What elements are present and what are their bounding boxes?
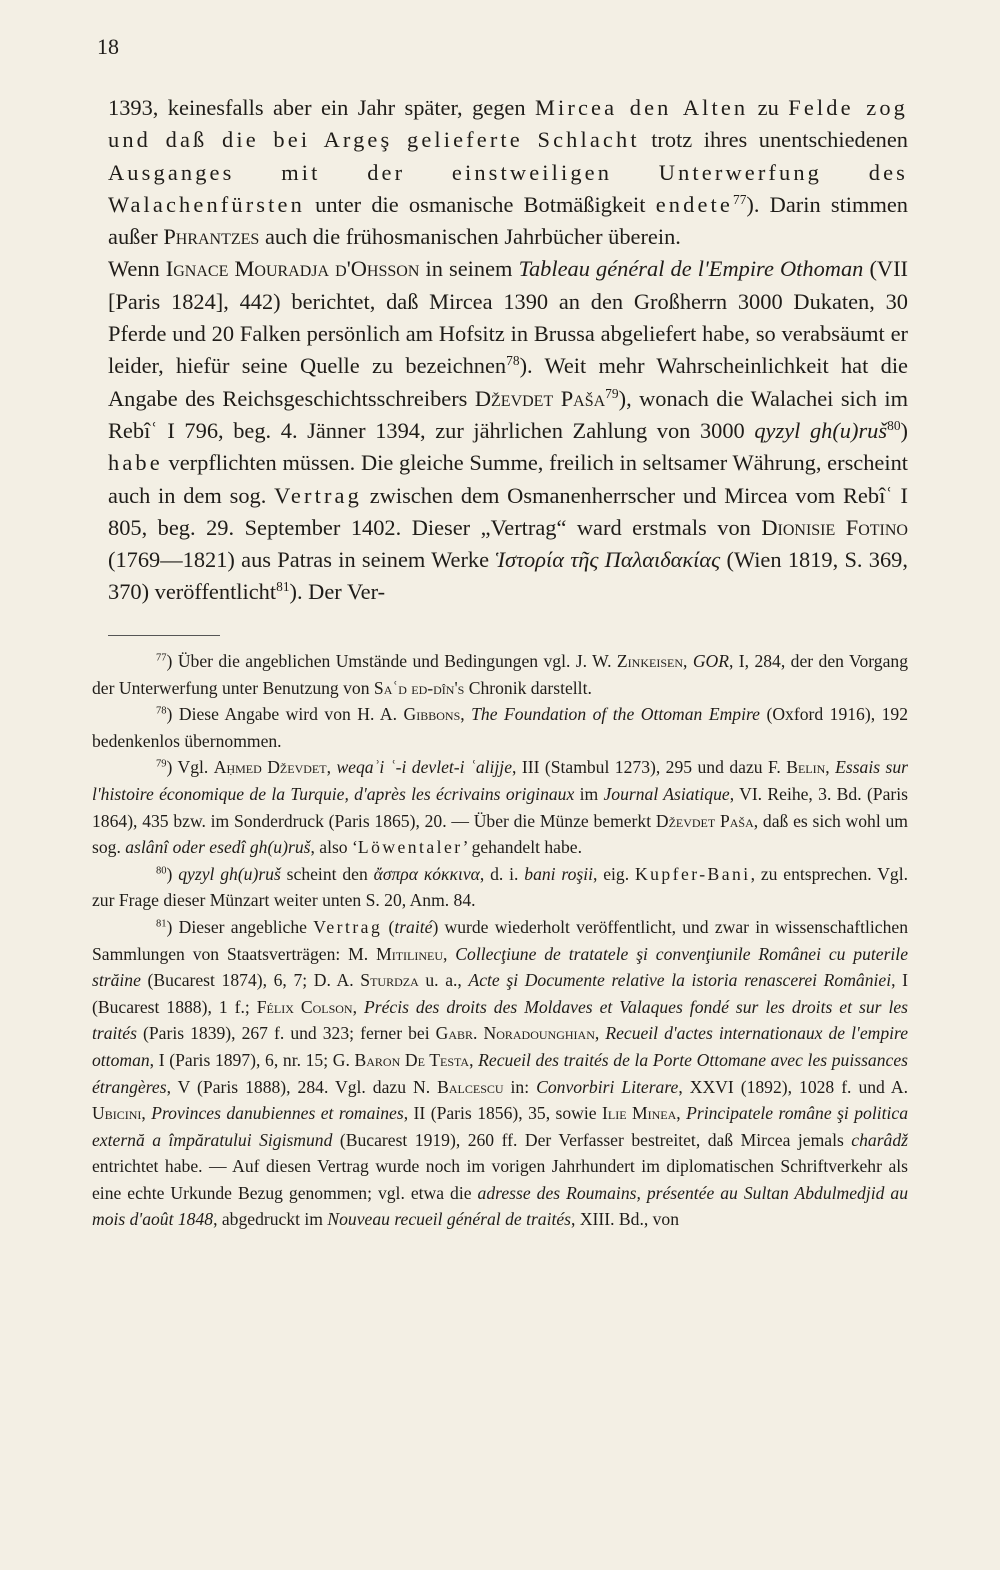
spaced-text: Mircea den Alten <box>534 95 749 120</box>
author-name: Dževdet Paša <box>474 385 606 411</box>
footnote-separator <box>108 635 220 636</box>
text-run: , VI. Reihe, 3. Bd. (Paris 1864), 435 bzw. im Sonderdruck (Paris 1865), 20. — Über die Münze bemerkt <box>92 783 908 831</box>
footnote <box>92 648 908 701</box>
italic-text: weqaʾi ʿ-i devlet-i ʿalijje <box>336 757 513 778</box>
italic-text: Journal Asiatique <box>603 783 730 804</box>
text-run: , V (Paris 1888), 284. Vgl. dazu N. <box>166 1076 438 1097</box>
main-text <box>108 92 908 609</box>
author-name: Félix Colson <box>256 996 353 1017</box>
text-run: , <box>594 1023 606 1044</box>
text-run: ) Dieser angebliche <box>166 916 314 937</box>
text-run: (Bucarest 1874), 6, 7; D. A. <box>140 970 361 991</box>
author-name: Baron De Testa <box>354 1049 470 1070</box>
text-run: (Wien 1819, S. 369, 370) veröffentlicht <box>108 547 908 605</box>
text-run: , eig. <box>593 863 635 884</box>
author-name: Aḥmed Dževdet <box>213 757 327 778</box>
spaced-text: Vertrag <box>274 482 362 508</box>
text-run: ( <box>382 916 395 937</box>
text-run: trotz ihres unentschiedenen <box>639 127 908 153</box>
text-run: ) Diese Angabe wird von H. A. <box>166 704 404 725</box>
spaced-text: Kupfer-Bani <box>634 863 751 884</box>
text-run: ). Weit mehr Wahrscheinlichkeit hat die Angabe des Reichsgeschichtsschreibers <box>108 353 908 411</box>
italic-text: Recueil d'actes internationaux de l'empire ottoman <box>92 1023 909 1070</box>
author-name: Balcescu <box>437 1076 504 1097</box>
footnote-reference: 79 <box>605 385 619 401</box>
text-run: entrichtet habe. — Auf diesen Vertrag wurde noch im vorigen Jahrhundert im diplomatischen Schriftverkehr als eine echte Urkunde Bezug genommen; vgl. etwa die <box>92 1156 908 1203</box>
italic-text: qyzyl gh(u)ruš <box>754 417 888 443</box>
italic-text: Précis des droits des Moldaves et Valaques fondé sur les droits et sur les traités <box>92 996 908 1044</box>
author-name: Zinkeisen <box>616 651 683 671</box>
italic-text: Principatele române şi politica externă a împăratului Sigismund <box>92 1103 909 1150</box>
text-run: ’ gehandelt habe. <box>462 837 582 858</box>
text-run: zwischen dem Osmanenherrscher und Mircea vom Rebîʿ I 805, beg. 29. September 1402. Dieser „Vertrag“ ward erstmals von <box>108 482 908 540</box>
author-name: Gibbons <box>403 704 461 725</box>
footnote-reference: 78 <box>156 705 167 717</box>
spaced-text: Löwentaler <box>357 837 463 858</box>
text-run: ) <box>166 863 179 884</box>
text-run: 1393, keinesfalls aber ein Jahr später, gegen <box>108 95 535 120</box>
spaced-text: Felde zog und daß die bei Argeş gelieferte Schlacht <box>108 95 908 153</box>
footnote <box>92 914 908 1233</box>
text-run: u. a., <box>418 970 469 991</box>
text-run: zu <box>748 95 789 120</box>
text-run: Chronik darstellt. <box>464 677 592 698</box>
author-name: Ilie Minea <box>602 1103 677 1124</box>
italic-text: bani roşii <box>524 863 593 884</box>
text-run: ) wurde wiederholt veröffentlicht, und zwar in wissenschaftlichen Sammlungen von Staatsverträgen: M. <box>92 916 909 964</box>
italic-text: Provinces danubiennes et romaines <box>151 1103 404 1124</box>
footnote <box>92 701 908 754</box>
spaced-text: Vertrag <box>313 916 383 937</box>
author-name: Dževdet Paša <box>655 810 754 831</box>
text-run: , <box>825 757 836 778</box>
footnote-reference: 81 <box>156 918 167 930</box>
footnote-reference: 77 <box>156 652 167 664</box>
text-run: ). Der Ver- <box>289 579 386 605</box>
footnote <box>92 861 908 914</box>
text-run: , XIII. Bd., von <box>571 1209 680 1230</box>
italic-text: aslânî oder esedî gh(u)ruš <box>125 837 311 858</box>
text-run: in: <box>503 1076 537 1097</box>
italic-text: traité <box>394 916 433 937</box>
text-run: in seinem <box>419 256 519 282</box>
text-run: unter die osmanische Botmäßigkeit <box>304 191 656 217</box>
italic-text: Nouveau recueil général de traités <box>327 1209 572 1230</box>
footnote-reference: 79 <box>156 759 167 771</box>
author-name: Belin <box>786 757 826 778</box>
text-run: ) <box>900 417 908 443</box>
text-run: , <box>352 996 364 1017</box>
text-run: , daß es sich wohl um sog. <box>92 810 908 858</box>
text-run: , <box>469 1049 479 1070</box>
author-name: Gabr. Noradounghian <box>435 1023 595 1044</box>
italic-text: ἄσπρα κόκκινα <box>373 863 480 884</box>
text-run: verpflichten müssen. Die gleiche Summe, freilich in seltsamer Währung, erscheint auch in dem sog. <box>108 450 908 508</box>
author-name: Ubicini <box>92 1103 142 1124</box>
author-name: Ignace Mouradja d'Ohsson <box>165 256 420 282</box>
author-name: Dionisie Fotino <box>761 514 908 540</box>
page-number: 18 <box>97 34 119 59</box>
italic-text: qyzyl gh(u)ruš <box>178 863 281 884</box>
text-run: ), wonach die Walachei sich im Rebîʿ I 796, beg. 4. Jänner 1394, zur jährlichen Zahlung von 3000 <box>108 385 909 443</box>
spaced-text: endete <box>655 191 733 217</box>
paragraph <box>108 253 908 608</box>
author-name: Saʿd ed-dîn's <box>373 677 465 698</box>
footnote-reference: 78 <box>506 353 520 369</box>
paragraph <box>108 92 908 253</box>
footnote-reference: 80 <box>887 417 901 433</box>
text-run: , <box>460 704 472 725</box>
text-run: Wenn <box>108 256 166 282</box>
italic-text: charâdž <box>851 1129 908 1150</box>
author-name: Mitilineu <box>376 943 444 964</box>
text-run: , <box>141 1103 152 1124</box>
text-run: , <box>676 1103 687 1124</box>
text-run: , abgedruckt im <box>213 1209 328 1230</box>
text-run: ). Darin stimmen außer <box>108 191 908 250</box>
text-run: , <box>683 651 693 671</box>
italic-text: adresse des Roumains, présentée au Sultan Abdulmedjid au mois d'août 1848 <box>92 1182 908 1230</box>
footnote-reference: 81 <box>276 579 290 595</box>
text-run: (Bucarest 1919), 260 ff. Der Verfasser bestreitet, daß Mircea jemals <box>332 1129 852 1150</box>
text-run: , III (Stambul 1273), 295 und dazu F. <box>512 757 787 778</box>
italic-text: GOR <box>692 651 729 671</box>
italic-text: Tableau général de l'Empire Othoman <box>518 256 864 282</box>
text-run: , XXVI (1892), 1028 f. und A. <box>678 1076 908 1097</box>
text-run: (Paris 1839), 267 f. und 323; ferner bei <box>136 1023 436 1044</box>
italic-text: Ἱστορία τῆς Παλαιδακίας <box>495 547 721 573</box>
italic-text: Convorbiri Literare <box>536 1076 679 1097</box>
author-name: Sturdza <box>360 970 419 991</box>
text-run: , II (Paris 1856), 35, sowie <box>403 1103 603 1124</box>
text-run: , I (Bucarest 1888), 1 f.; <box>92 970 909 1017</box>
text-run: , <box>326 757 337 778</box>
author-name: Phrantzes <box>163 224 260 250</box>
text-run: , zu entsprechen. Vgl. zur Frage dieser Münzart weiter unten S. 20, Anm. 84. <box>92 863 909 911</box>
text-run: (1769—1821) aus Patras in seinem Werke <box>108 547 496 573</box>
text-run: (VII [Paris 1824], 442) berichtet, daß Mircea 1390 an den Großherrn 3000 Dukaten, 30 Pferde und 20 Falken persönlich am Hofsitz in Brussa abgeliefert habe, so verabsäumt er leider, hiefür seine Quelle zu bezeichnen <box>108 256 908 379</box>
italic-text: Recueil des traités de la Porte Ottomane avec les puissances étrangères <box>92 1049 908 1097</box>
footnote-reference: 80 <box>156 865 167 877</box>
text-run: , also ‘ <box>310 837 358 858</box>
text-run: , <box>443 943 456 964</box>
footnotes <box>92 648 908 1233</box>
text-run: im <box>574 783 604 804</box>
text-run: , I (Paris 1897), 6, nr. 15; G. <box>149 1049 355 1070</box>
text-run: , d. i. <box>479 863 525 884</box>
text-run: auch die frühosmanischen Jahrbücher überein. <box>259 224 681 250</box>
italic-text: Acte şi Documente relative la istoria renascerei României <box>468 970 892 991</box>
text-run: scheint den <box>280 863 374 884</box>
footnote <box>92 754 908 860</box>
text-run: , I, 284, der den Vorgang der Unterwerfung unter Benutzung von <box>92 651 909 698</box>
footnote-reference: 77 <box>732 191 747 207</box>
spaced-text: habe <box>108 450 163 476</box>
spaced-text: Ausganges mit der einstweiligen Unterwerfung des Walachenfürsten <box>108 159 908 217</box>
italic-text: The Foundation of the Ottoman Empire <box>471 704 760 725</box>
text-run: ) Über die angeblichen Umstände und Bedingungen vgl. J. W. <box>166 651 617 671</box>
text-run: ) Vgl. <box>166 757 214 778</box>
italic-text: Essais sur l'histoire économique de la Turquie, d'après les écrivains originaux <box>92 757 909 804</box>
text-run: (Oxford 1916), 192 bedenkenlos übernommen. <box>92 704 908 751</box>
italic-text: Collecţiune de tratatele şi convenţiunile Românei cu puterile străine <box>92 943 909 991</box>
